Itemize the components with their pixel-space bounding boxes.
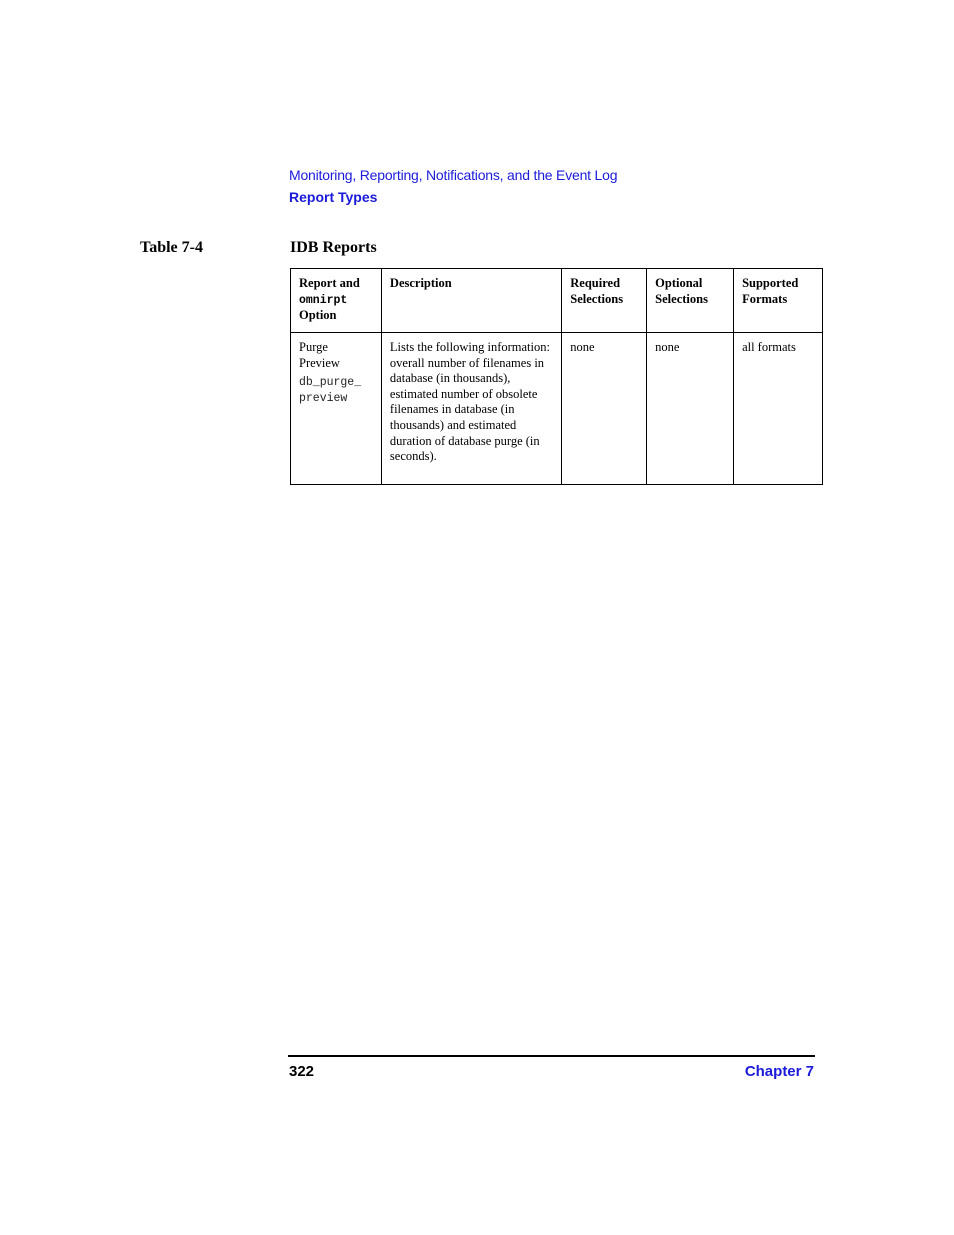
column-header-optional [647,269,734,333]
header-optional-line2: Selections [655,291,708,306]
chapter-title-link[interactable]: Monitoring, Reporting, Notifications, and the Event Log [289,167,618,183]
header-supported-line1: Supported [742,276,799,290]
page-number: 322 [289,1063,315,1080]
column-header-supported [734,269,823,333]
header-required-line1: Required [570,276,621,290]
chapter-link[interactable]: Chapter 7 [744,1063,814,1080]
header-report-line3: Option [299,308,337,323]
header-report-omnirpt: omnirpt [299,293,348,307]
cell-description: Lists the following information: overall number of filenames in database (in thousands), estimated number of obsolete filenames in database (in thousands) and estimated duration of database purge (in seconds). [381,333,561,485]
table-number: Table 7-4 [140,239,203,256]
report-option-code [299,375,373,406]
cell-report-option [291,333,382,485]
report-name-line2: Preview [299,355,340,370]
header-report-line1: Report and [299,276,360,290]
breadcrumb [289,166,617,206]
cell-formats: all formats [734,333,823,485]
header-supported-line2: Formats [742,291,788,306]
table-header-row [291,269,823,333]
cell-optional: none [647,333,734,485]
option-line2: preview [299,391,348,405]
cell-required: none [562,333,647,485]
column-header-description [381,269,561,333]
idb-reports-table [290,268,823,485]
header-optional-line1: Optional [655,276,703,290]
section-title-link[interactable]: Report Types [289,189,378,205]
column-header-report [291,269,382,333]
report-name-line1: Purge [299,340,328,354]
option-line1: db_purge_ [299,376,362,390]
column-header-required [562,269,647,333]
header-description: Description [389,276,452,290]
table-row [291,333,823,485]
footer-divider [288,1055,815,1057]
header-required-line2: Selections [570,291,624,306]
table-title: IDB Reports [290,239,377,256]
